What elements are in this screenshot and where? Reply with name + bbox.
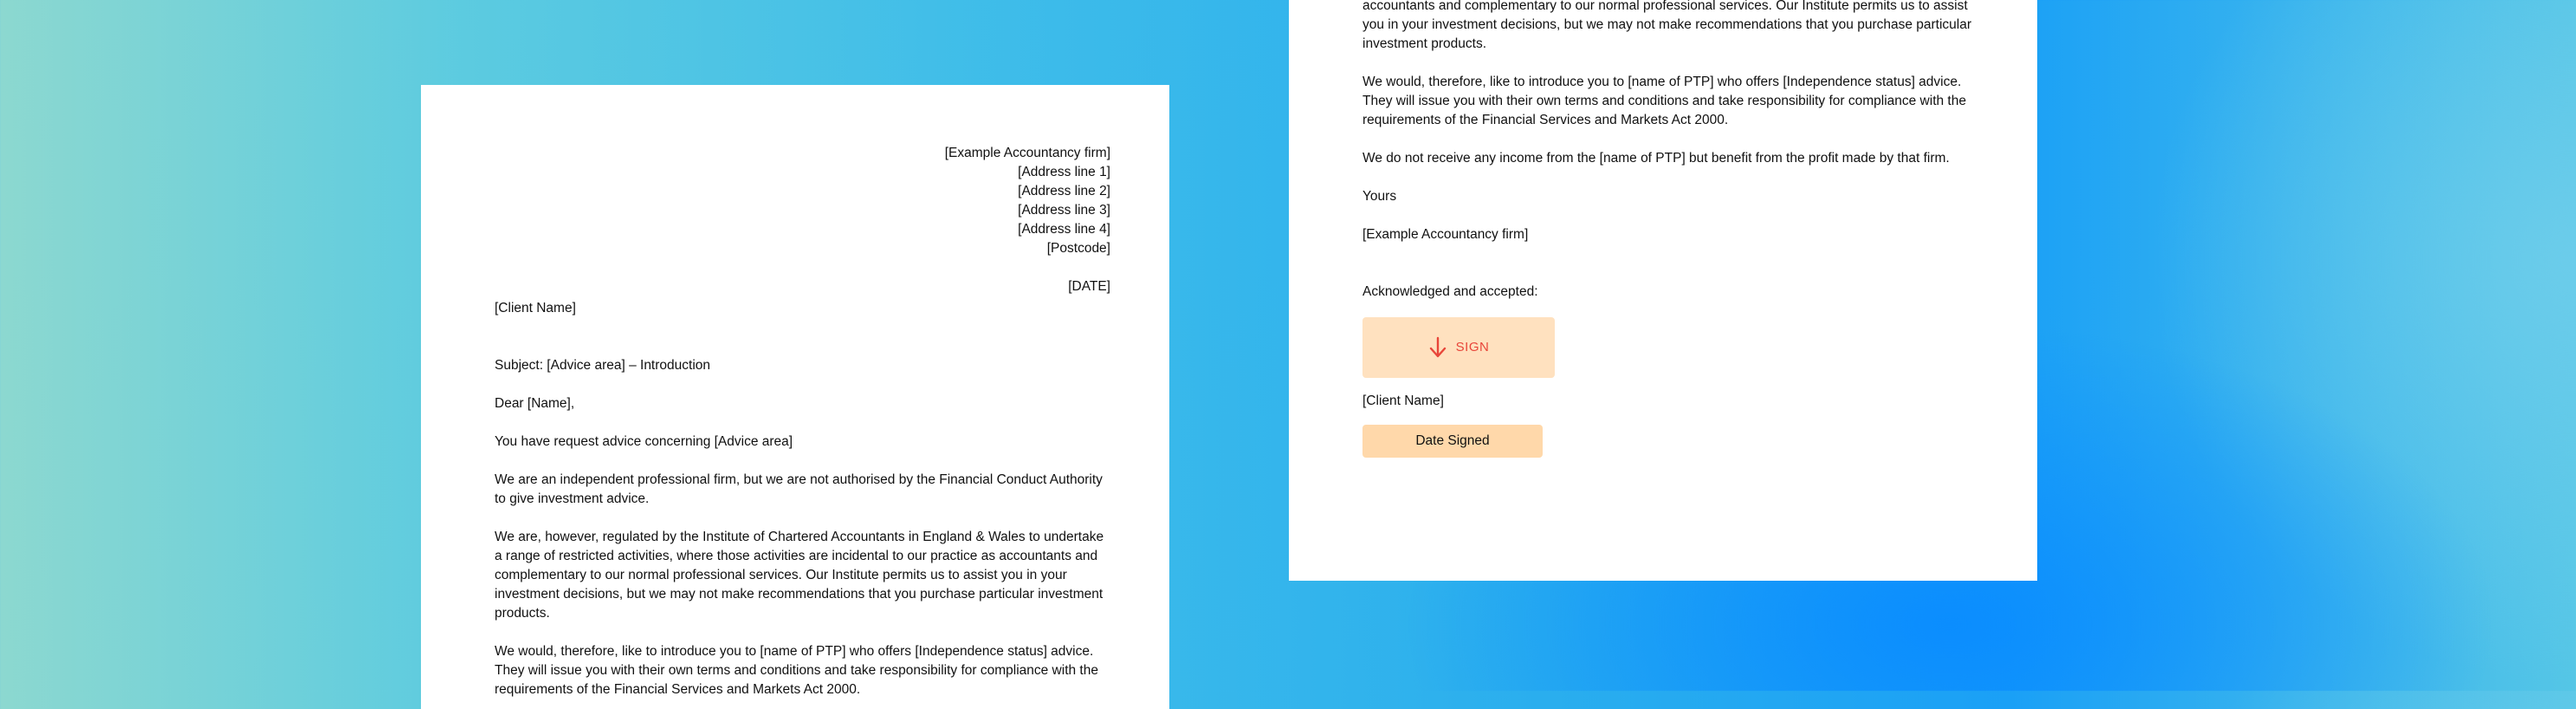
paragraph-2: We are an independent professional firm, but we are not authorised by the Financial Conduct Authority to give investment advice. bbox=[495, 472, 1103, 506]
sign-button[interactable] bbox=[1362, 317, 1555, 378]
paragraph-4: We would, therefore, like to introduce you to [name of PTP] who offers [Independence status] advice. They will issue you with their own terms and conditions and take responsibility for compliance with the requirements of the Financial Services and Markets Act 2000. bbox=[495, 644, 1098, 697]
paragraph-introduction: We would, therefore, like to introduce you to [name of PTP] who offers [Independence status] advice. They will issue you with their own terms and conditions and take responsibility for compliance with the requirements of the Financial Services and Markets Act 2000. bbox=[1362, 75, 1966, 127]
paragraph-1: You have request advice concerning [Advice area] bbox=[495, 434, 793, 449]
paragraph-continuation: accountants and complementary to our normal professional services. Our Institute permits us to assist you in your investment decisions, but we may not make recommendations that you purchase particular investment products. bbox=[1362, 0, 1972, 51]
acknowledged-label: Acknowledged and accepted: bbox=[1362, 284, 1538, 299]
sign-button-label: SIGN bbox=[1455, 340, 1490, 354]
signer-client-name: [Client Name] bbox=[1362, 394, 1444, 408]
paragraph-3: We are, however, regulated by the Institute of Chartered Accountants in England & Wales to undertake a range of restricted activities, where those activities are incidental to our practice as accountants and complementary to our normal professional services. Our Institute permits us to assist you in your investment decisions, but we may not make recommendations that you purchase particular investment products. bbox=[495, 530, 1104, 621]
paragraph-income: We do not receive any income from the [name of PTP] but benefit from the profit made by that firm. bbox=[1362, 151, 1950, 166]
address-line-1: [Address line 1] bbox=[1018, 165, 1110, 179]
letter-page-2 bbox=[1289, 0, 2037, 581]
letter-subject: Subject: [Advice area] – Introduction bbox=[495, 358, 711, 373]
address-line-4: [Address line 4] bbox=[1018, 222, 1110, 237]
address-line-2: [Address line 2] bbox=[1018, 184, 1110, 198]
sender-firm: [Example Accountancy firm] bbox=[944, 146, 1110, 160]
letter-salutation: Dear [Name], bbox=[495, 396, 575, 411]
letter-date: [DATE] bbox=[1068, 279, 1110, 294]
letter-closing: Yours bbox=[1362, 189, 1397, 204]
letter-page-1 bbox=[421, 85, 1169, 709]
arrow-down-icon bbox=[1428, 336, 1447, 359]
recipient-client-name: [Client Name] bbox=[495, 301, 576, 315]
date-signed-field[interactable]: Date Signed bbox=[1362, 425, 1543, 458]
postcode: [Postcode] bbox=[1046, 241, 1110, 256]
address-line-3: [Address line 3] bbox=[1018, 203, 1110, 218]
closing-firm: [Example Accountancy firm] bbox=[1362, 227, 1529, 242]
sender-address-block bbox=[495, 144, 1110, 296]
